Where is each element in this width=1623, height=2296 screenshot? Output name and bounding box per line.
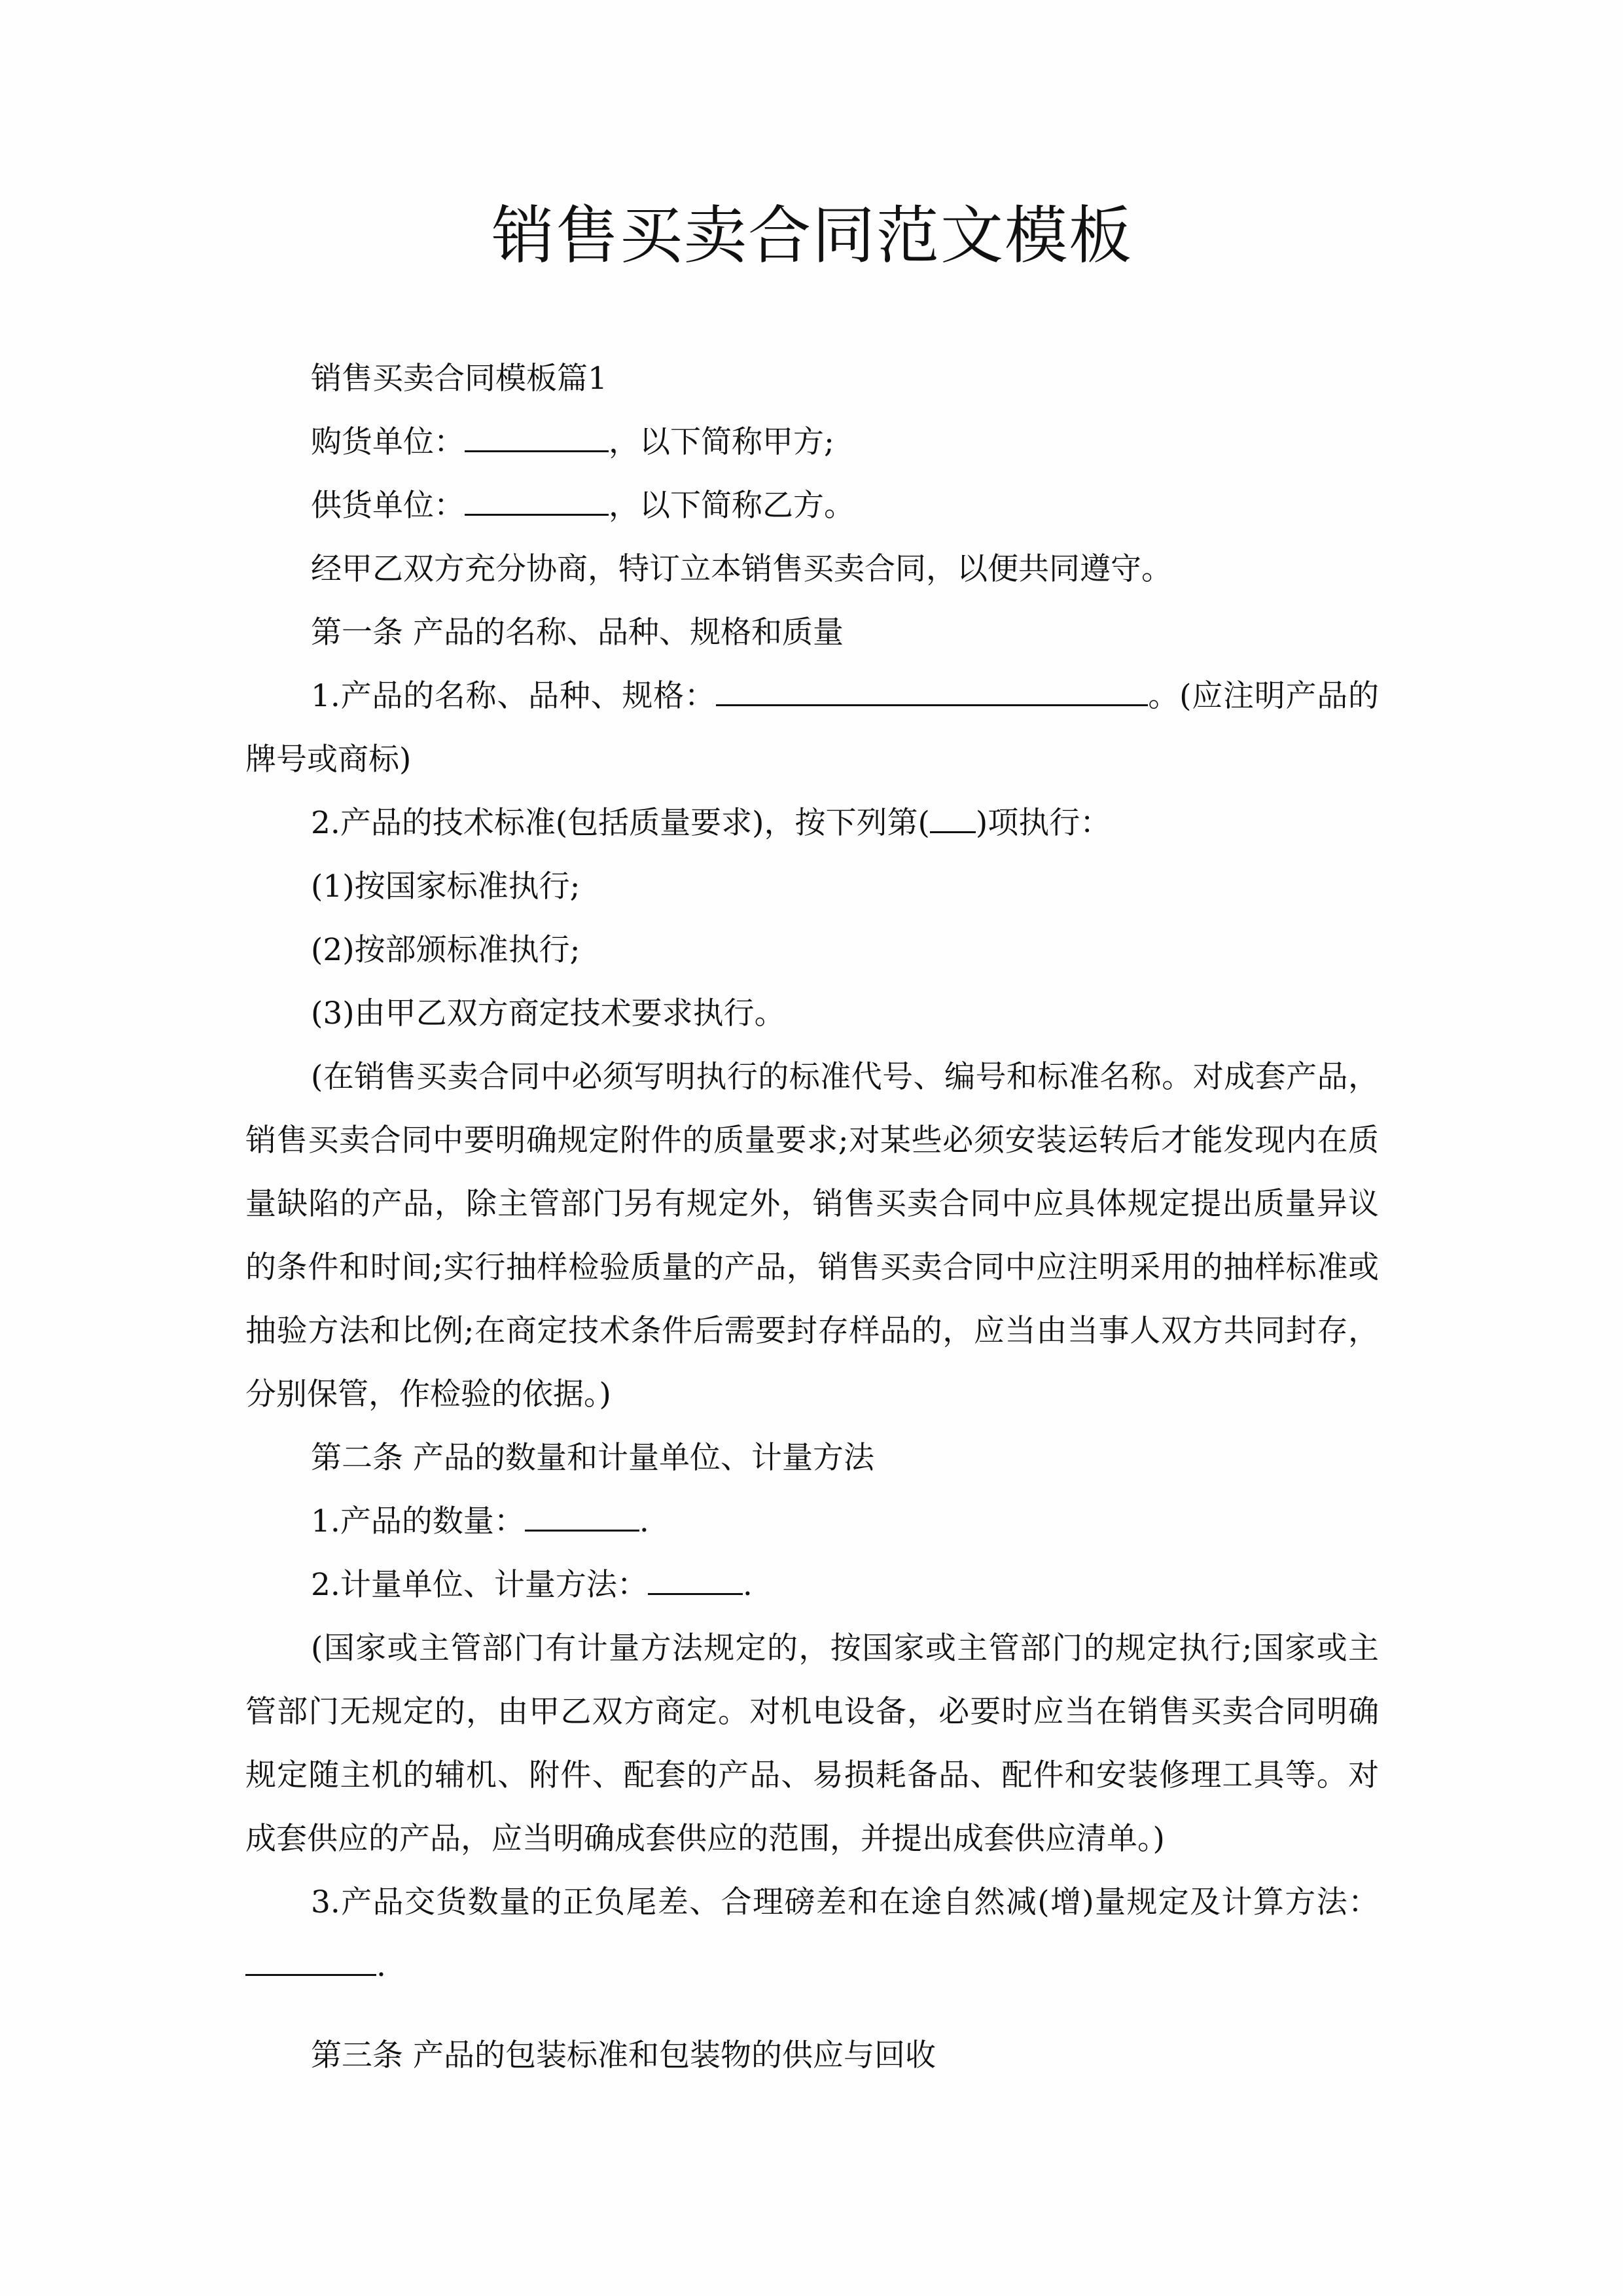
item-2-label: 2.产品的技术标准(包括质量要求)，按下列第( [311,805,930,841]
buyer-line [245,410,1379,474]
article-2-heading: 第二条 产品的数量和计量单位、计量方法 [311,1440,874,1476]
item-1-note: 。(应注明产品的牌号或商标) [245,678,1380,778]
quantity-label: 1.产品的数量： [311,1503,525,1539]
article-1-note: (在销售买卖合同中必须写明执行的标准代号、编号和标准名称。对成套产品，销售买卖合同中要明确规定附件的质量要求;对某些必须安装运转后才能发现内在质量缺陷的产品，除主管部门另有规定外，销售买卖合同中应具体规定提出质量异议的条件和时间;实行抽样检验质量的产品，销售买卖合同中应注明采用的抽样标准或抽验方法和比例;在商定技术条件后需要封存样品的，应当由当事人双方共同封存，分别保管，作检验的依据。) [245,1059,1379,1412]
quantity-blank[interactable] [525,1503,639,1532]
product-spec-blank[interactable] [716,678,1148,706]
article-2-note: (国家或主管部门有计量方法规定的，按国家或主管部门的规定执行;国家或主管部门无规定的，由甲乙双方商定。对机电设备，必要时应当在销售买卖合同明确规定随主机的辅机、附件、配套的产品、易损耗备品、配件和安装修理工具等。对成套供应的产品，应当明确成套供应的范围，并提出成套供应清单。) [245,1630,1379,1857]
item-1-label: 1.产品的名称、品种、规格： [311,678,716,714]
item-2-suffix: )项执行： [975,805,1111,841]
option-3: (3)由甲乙双方商定技术要求执行。 [311,996,785,1031]
unit-method-label: 2.计量单位、计量方法： [311,1567,648,1603]
article-2-item-2 [245,1553,1379,1617]
tolerance-blank[interactable] [245,1948,376,1976]
quantity-suffix: . [639,1503,649,1539]
preamble: 经甲乙双方充分协商，特订立本销售买卖合同，以便共同遵守。 [311,551,1172,587]
article-1-item-1 [245,664,1379,791]
buyer-suffix: ，以下简称甲方; [609,424,834,460]
tolerance-label: 3.产品交货数量的正负尾差、合理磅差和在途自然减(增)量规定及计算方法： [311,1884,1379,1920]
document-title: 销售买卖合同范文模板 [491,199,1133,272]
standard-choice-blank[interactable] [930,805,976,833]
article-1-item-2 [245,791,1379,855]
option-1: (1)按国家标准执行; [311,869,580,905]
supplier-name-blank[interactable] [465,488,609,516]
supplier-suffix: ，以下简称乙方。 [609,488,855,524]
section-heading-part1: 销售买卖合同模板篇1 [311,361,607,397]
article-2-item-1 [245,1490,1379,1553]
buyer-name-blank[interactable] [465,424,609,452]
article-3-heading: 第三条 产品的包装标准和包装物的供应与回收 [311,2037,936,2073]
buyer-label: 购货单位： [311,424,465,460]
supplier-line [245,474,1379,537]
tolerance-suffix: . [376,1948,386,1984]
document-body [245,347,1379,2087]
article-2-item-3 [245,1871,1379,1998]
article-1-heading: 第一条 产品的名称、品种、规格和质量 [311,615,844,651]
option-2: (2)按部颁标准执行; [311,932,580,968]
supplier-label: 供货单位： [311,488,465,524]
spacer [245,1998,1379,2024]
unit-method-blank[interactable] [648,1567,743,1595]
unit-method-suffix: . [742,1567,753,1603]
